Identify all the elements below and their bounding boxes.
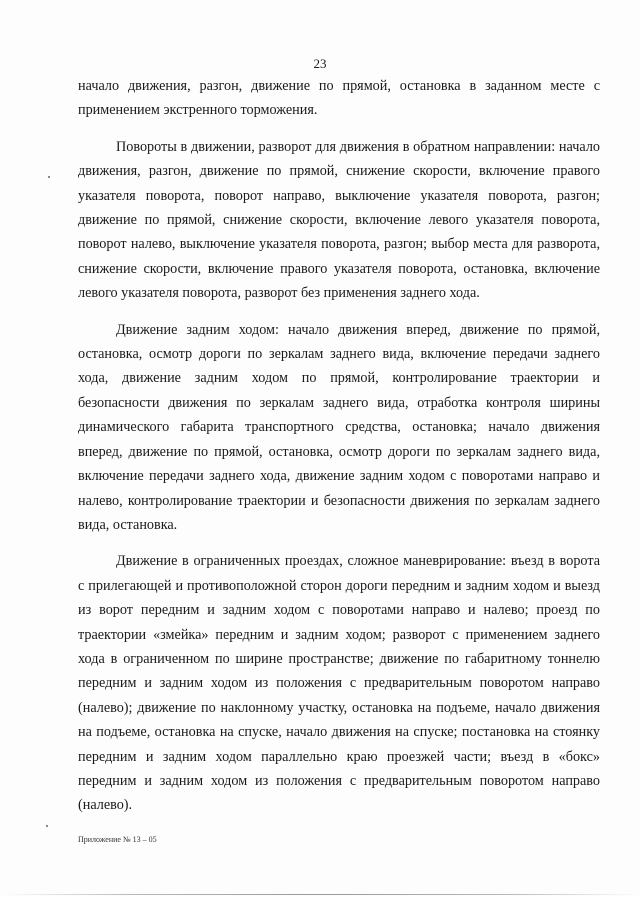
scan-speck <box>46 825 48 827</box>
paragraph-3: Движение задним ходом: начало движения вперед, движение по прямой, остановка, осмотр дороги по зеркалам заднего вида, включение передачи заднего хода, движение задним ходом по прямой, контролирование траектории и безопасности движения по зеркалам заднего вида, отработка контроля ширины динамического габарита транспортного средства, остановка; начало движения вперед, движение по прямой, остановка, осмотр дороги по зеркалам заднего вида, включение передачи заднего хода, движение задним ходом с поворотами направо и налево, контролирование траектории и безопасности движения по зеркалам заднего вида, остановка. <box>78 321 600 533</box>
paragraph-4: Движение в ограниченных проездах, сложное маневрирование: въезд в ворота с прилегающей и противоположной сторон дороги передним и задним ходом и выезд из ворот передним и задним ходом с поворотами направо и налево; проезд по траектории «змейка» передним и задним ходом; разворот с применением заднего хода в ограниченном по ширине пространстве; движение по габаритному тоннелю передним и задним ходом из положения с предварительным поворотом направо (налево); движение по наклонному участку, остановка на подъеме, начало движения на подъеме, остановка на спуске, начало движения на спуске; постановка на стоянку передним и задним ходом параллельно краю проезжей части; въезд в «бокс» передним и задним ходом из положения с предварительным поворотом направо (налево). <box>78 553 600 814</box>
paragraph-2: Повороты в движении, разворот для движения в обратном направлении: начало движения, разгон, движение по прямой, снижение скорости, включение правого указателя поворота, поворот направо, выключение указателя поворота, разгон; движение по прямой, снижение скорости, включение левого указателя поворота, поворот налево, выключение указателя поворота, разгон; выбор места для разворота, снижение скорости, включение правого указателя поворота, остановка, включение левого указателя поворота, разворот без применения заднего хода. <box>78 138 600 302</box>
scan-speck <box>48 176 50 178</box>
scan-edge-line <box>0 894 640 895</box>
footer-note: Приложение № 13 – 05 <box>78 835 157 844</box>
page-number: 23 <box>313 56 327 71</box>
paragraph-1: начало движения, разгон, движение по прямой, остановка в заданном месте с применением экстренного торможения. <box>78 78 600 119</box>
body-text <box>78 74 600 818</box>
